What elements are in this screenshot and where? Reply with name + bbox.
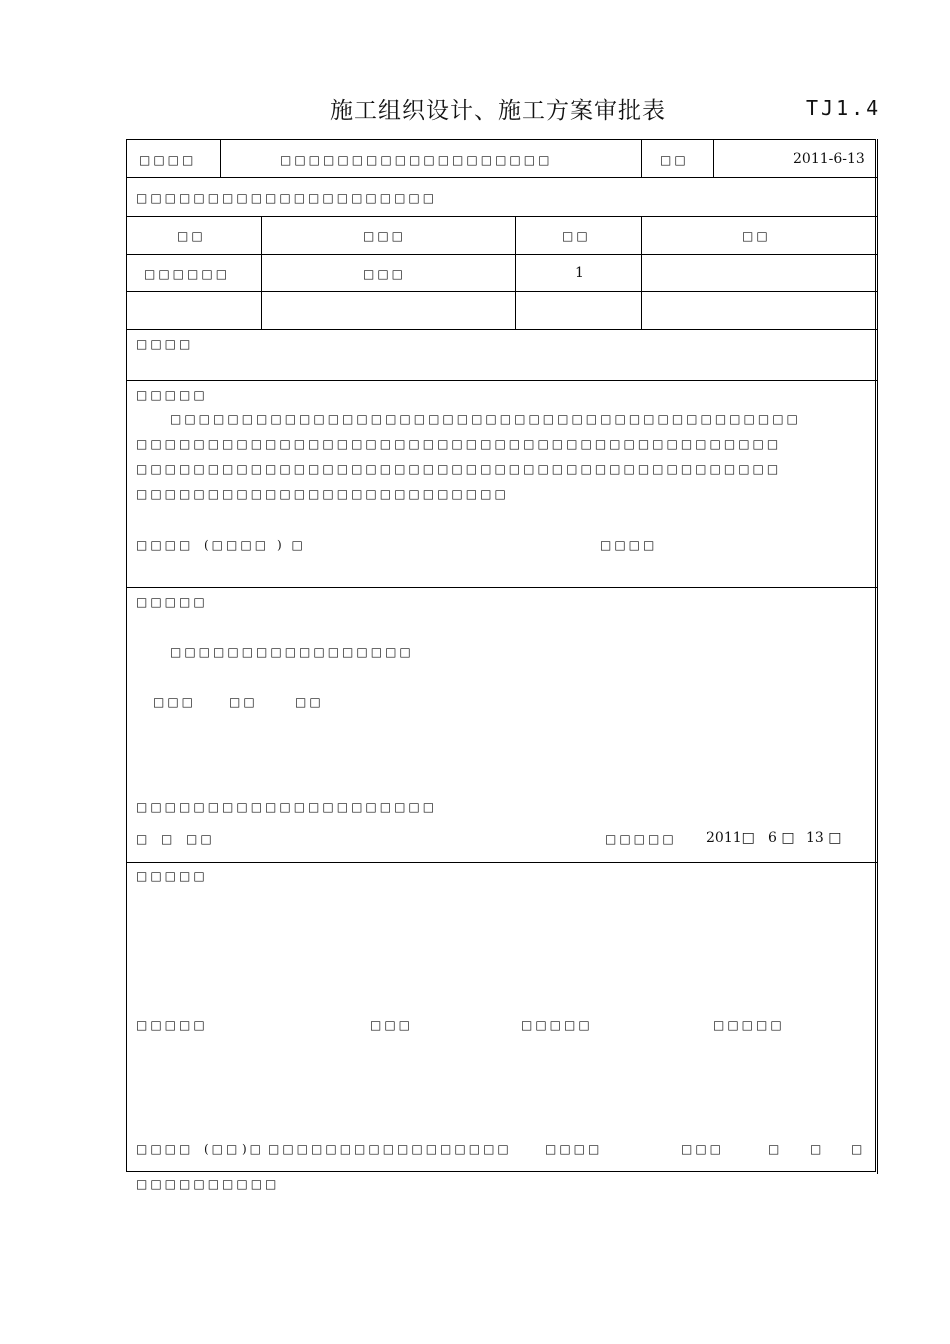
cell-qty: 1 xyxy=(575,265,584,281)
intro-line: □□□□□□□□□□□□□□□□□□□□□ xyxy=(136,191,438,205)
form-code: TJ1.4 xyxy=(806,96,882,120)
rule xyxy=(713,139,714,177)
rule xyxy=(126,329,877,330)
contractor-line-4: □□□□□□□□□□□□□□□□□□□□□□□□□□ xyxy=(136,487,509,501)
project-label: □□□□ xyxy=(139,153,197,167)
owner-field-2: □□□ xyxy=(370,1018,414,1032)
rule xyxy=(126,177,877,178)
col-header-1: □□ xyxy=(177,229,206,243)
rule xyxy=(261,216,262,329)
supervisor-option-2: □□ xyxy=(229,695,258,709)
contractor-sign-right: □□□□ xyxy=(600,538,658,552)
owner-field-4: □□□□□ xyxy=(713,1018,785,1032)
page-title: 施工组织设计、施工方案审批表 xyxy=(330,98,666,124)
owner-field-1: □□□□□ xyxy=(136,1018,208,1032)
col-header-3: □□ xyxy=(562,229,591,243)
rule xyxy=(641,216,642,329)
supervisor-line-2: □□□□□□□□□□□□□□□□□□□□□ xyxy=(136,800,438,814)
rule xyxy=(126,587,877,588)
supervisor-month: 6 □ xyxy=(768,830,795,846)
date-label: □□ xyxy=(660,153,689,167)
owner-sign-9: □ xyxy=(851,1142,866,1156)
owner-sign-3: )□ xyxy=(242,1142,265,1156)
contractor-sign-close: ) □ xyxy=(277,538,306,552)
supervisor-year: 2011□ xyxy=(706,830,755,846)
col-header-2: □□□ xyxy=(363,229,407,243)
supervisor-sig-a: □ xyxy=(136,832,151,846)
project-name: □□□□□□□□□□□□□□□□□□□ xyxy=(280,153,553,167)
cell-unit: □□□ xyxy=(363,267,407,281)
owner-field-3: □□□□□ xyxy=(521,1018,593,1032)
supervisor-sig-b: □ xyxy=(161,832,176,846)
rule xyxy=(220,139,221,177)
owner-sign-8: □ xyxy=(810,1142,825,1156)
contractor-label: □□□□□ xyxy=(136,388,208,402)
owner-sign-2: (□□ xyxy=(204,1142,241,1156)
cell-name: □□□□□□ xyxy=(144,267,231,281)
rule xyxy=(126,862,877,863)
contractor-line-2: □□□□□□□□□□□□□□□□□□□□□□□□□□□□□□□□□□□□□□□□□□□□□ xyxy=(136,437,782,451)
owner-sign-7: □ xyxy=(768,1142,783,1156)
frame-edge xyxy=(877,139,878,1174)
rule xyxy=(126,380,877,381)
supervisor-label: □□□□□ xyxy=(136,595,208,609)
remark-label: □□□□ xyxy=(136,337,194,351)
footer-note: □□□□□□□□□□ xyxy=(136,1177,280,1191)
col-header-4: □□ xyxy=(742,229,771,243)
date-value: 2011-6-13 xyxy=(793,151,865,167)
contractor-line-1: □□□□□□□□□□□□□□□□□□□□□□□□□□□□□□□□□□□□□□□□□□□□ xyxy=(170,412,801,426)
rule xyxy=(515,216,516,329)
contractor-line-3: □□□□□□□□□□□□□□□□□□□□□□□□□□□□□□□□□□□□□□□□□□□□□ xyxy=(136,462,782,476)
supervisor-line-1: □□□□□□□□□□□□□□□□□ xyxy=(170,645,414,659)
owner-label: □□□□□ xyxy=(136,869,208,883)
supervisor-option-3: □□ xyxy=(295,695,324,709)
supervisor-date-label: □□□□□ xyxy=(605,832,677,846)
rule xyxy=(126,291,877,292)
owner-sign-1: □□□□ xyxy=(136,1142,194,1156)
contractor-sign-label: □□□□ xyxy=(136,538,194,552)
rule xyxy=(126,254,877,255)
rule xyxy=(126,216,877,217)
supervisor-sig-c: □□ xyxy=(186,832,215,846)
owner-sign-5: □□□□ xyxy=(545,1142,603,1156)
owner-sign-6: □□□ xyxy=(681,1142,725,1156)
owner-sign-4: □□□□□□□□□□□□□□□□□ xyxy=(268,1142,512,1156)
supervisor-day: 13 □ xyxy=(806,830,842,846)
contractor-sign-paren: (□□□□ xyxy=(204,538,270,552)
supervisor-option-1: □□□ xyxy=(153,695,197,709)
rule xyxy=(641,139,642,177)
